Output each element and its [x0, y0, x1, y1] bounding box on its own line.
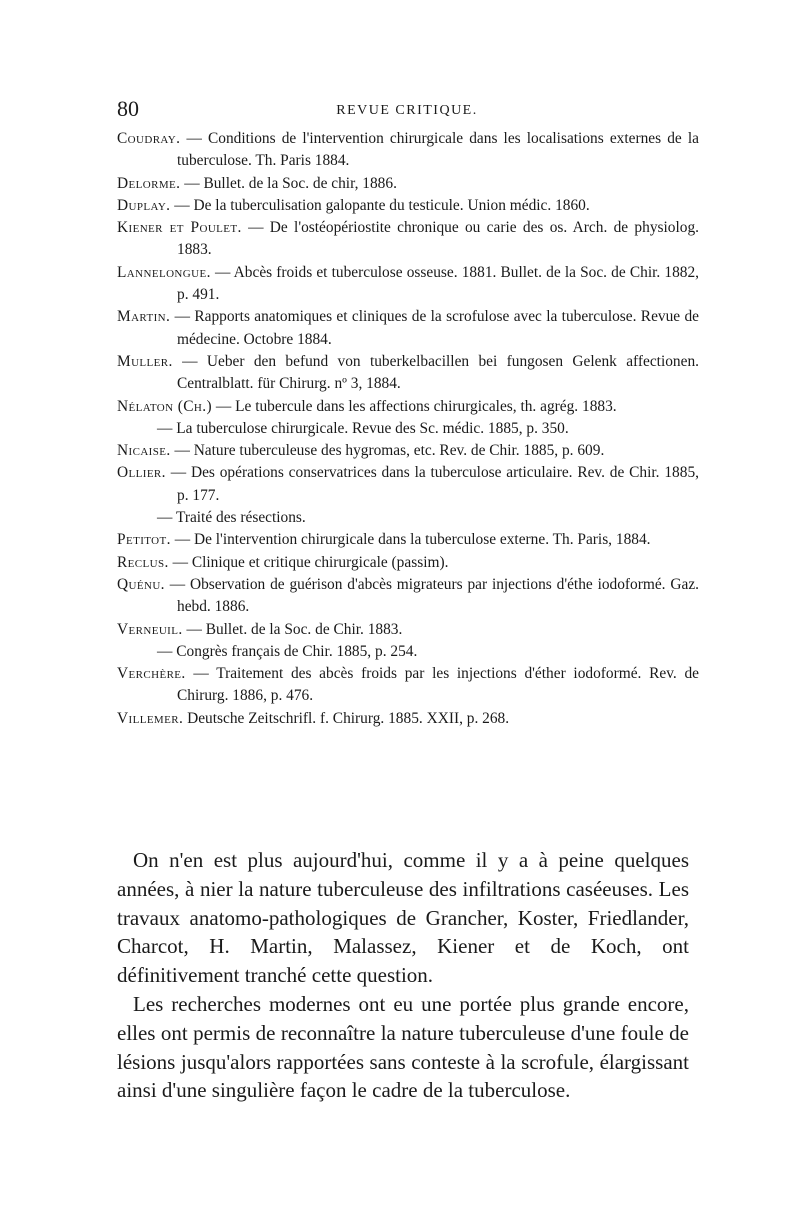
- bibliography-entry: [117, 262, 699, 307]
- bibliography-entry: [117, 128, 699, 173]
- bibliography-entry: [117, 351, 699, 396]
- entry-author: Kiener et Poulet.: [117, 219, 242, 237]
- paragraph: On n'en est plus aujourd'hui, comme il y a à peine quelques années, à nier la nature tuberculeuse des infiltrations caséeuses. Les travaux anatomo-pathologiques de Grancher, Koster, Friedlander, Charcot, H. Martin, Malassez, Kiener et de Koch, ont définitivement tranché cette question.: [117, 848, 689, 988]
- body-text: [117, 846, 689, 1105]
- page-number: 80: [117, 96, 139, 121]
- entry-text: — De l'ostéopériostite chronique ou carie des os. Arch. de physiolog. 1883.: [177, 219, 699, 259]
- bibliography-entry: [117, 217, 699, 262]
- entry-text: Deutsche Zeitschrifl. f. Chirurg. 1885. XXII, p. 268.: [183, 709, 510, 727]
- entry-author: Nicaise.: [117, 442, 171, 460]
- entry-text: — Observation de guérison d'abcès migrateurs par injections d'éthe iodoformé. Gaz. hebd. 1886.: [164, 575, 699, 616]
- bibliography-entry-continuation: [117, 418, 699, 440]
- entry-text: — Bullet. de la Soc. de chir, 1886.: [180, 174, 397, 192]
- bibliography-entry-continuation: [117, 507, 699, 529]
- entry-text: — Clinique et critique chirurgicale (passim).: [168, 553, 449, 571]
- bibliography-entry: [117, 462, 699, 507]
- bibliography-entry: [117, 173, 699, 195]
- entry-author: Petitot.: [117, 531, 171, 549]
- entry-text: — Rapports anatomiques et cliniques de la scrofulose avec la tuberculose. Revue de médecine. Octobre 1884.: [170, 308, 699, 348]
- entry-author: Muller.: [117, 352, 173, 370]
- entry-text: — Congrès français de Chir. 1885, p. 254.: [157, 642, 418, 660]
- entry-text: — Le tubercule dans les affections chirurgicales, th. agrég. 1883.: [212, 397, 617, 415]
- entry-text: — Ueber den befund von tuberkelbacillen bei fungosen Gelenk affectionen. Centralblatt. für Chirurg. nº 3, 1884.: [172, 352, 699, 393]
- entry-author: Villemer.: [117, 709, 184, 727]
- entry-author: Reclus.: [117, 553, 169, 571]
- entry-author: Verchère.: [117, 665, 186, 683]
- entry-text: — Nature tuberculeuse des hygromas, etc. Rev. de Chir. 1885, p. 609.: [170, 442, 605, 460]
- bibliography-list: [117, 128, 699, 730]
- bibliography-entry: [117, 708, 699, 730]
- bibliography-entry: [117, 663, 699, 708]
- entry-text: — De la tuberculisation galopante du testicule. Union médic. 1860.: [170, 196, 590, 214]
- entry-author: Martin.: [117, 308, 171, 326]
- paragraph: Les recherches modernes ont eu une portée plus grande encore, elles ont permis de reconnaître la nature tuberculeuse d'une foule de lésions jusqu'alors rapportées sans conteste à la scrofule, élargissant ainsi d'une singulière façon le cadre de la tuberculose.: [117, 991, 689, 1103]
- bibliography-entry: [117, 440, 699, 462]
- bibliography-entry: [117, 574, 699, 619]
- page-header: [117, 96, 697, 126]
- bibliography-entry: [117, 306, 699, 351]
- entry-text: — Traité des résections.: [157, 509, 306, 527]
- entry-text: — Conditions de l'intervention chirurgicale dans les localisations externes de la tuberculose. Th. Paris 1884.: [177, 130, 699, 170]
- entry-author: Nélaton (Ch.): [117, 397, 213, 415]
- bibliography-entry: [117, 195, 699, 217]
- entry-text: — Traitement des abcès froids par les injections d'éther iodoformé. Rev. de Chirurg. 1886, p. 476.: [177, 665, 699, 705]
- entry-author: Coudray.: [117, 130, 181, 147]
- entry-text: — De l'intervention chirurgicale dans la tuberculose externe. Th. Paris, 1884.: [170, 531, 651, 549]
- running-title: REVUE CRITIQUE.: [336, 103, 478, 118]
- bibliography-entry: [117, 529, 699, 551]
- entry-text: — Bullet. de la Soc. de Chir. 1883.: [182, 620, 403, 638]
- entry-text: — Des opérations conservatrices dans la tuberculose articulaire. Rev. de Chir. 1885, p. 177.: [165, 464, 699, 504]
- entry-author: Duplay.: [117, 196, 171, 214]
- bibliography-entry: [117, 619, 699, 641]
- entry-text: — Abcès froids et tuberculose osseuse. 1881. Bullet. de la Soc. de Chir. 1882, p. 491.: [177, 263, 699, 304]
- entry-author: Quénu.: [117, 575, 165, 593]
- bibliography-entry: [117, 552, 699, 574]
- bibliography-entry: [117, 396, 699, 418]
- entry-author: Delorme.: [117, 174, 181, 192]
- entry-text: — La tuberculose chirurgicale. Revue des Sc. médic. 1885, p. 350.: [157, 419, 569, 437]
- entry-author: Ollier.: [117, 464, 166, 482]
- entry-author: Verneuil.: [117, 620, 183, 638]
- bibliography-entry-continuation: [117, 641, 699, 663]
- entry-author: Lannelongue.: [117, 263, 211, 281]
